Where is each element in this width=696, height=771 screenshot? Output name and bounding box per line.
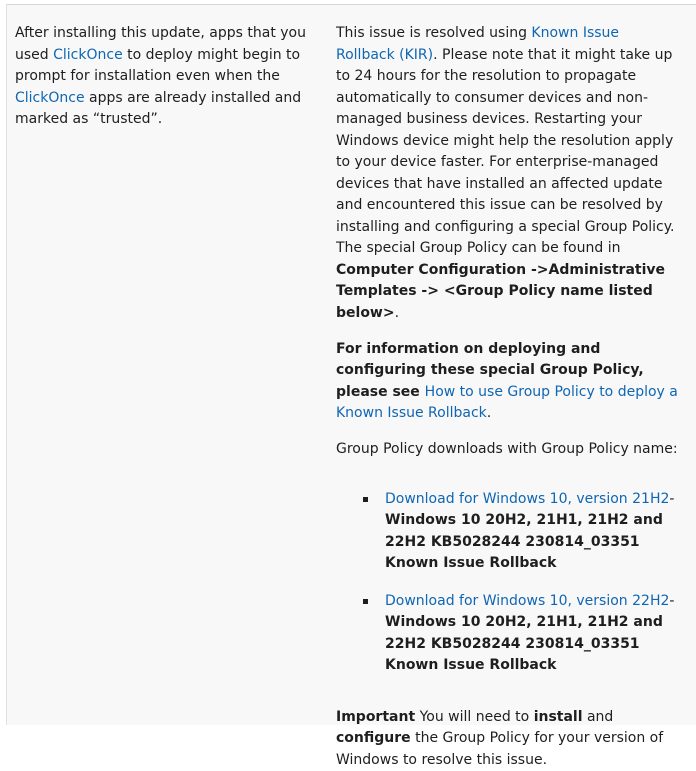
download-22h2-link[interactable]: Download for Windows 10, version 22H2 bbox=[385, 593, 669, 609]
downloads-intro: Group Policy downloads with Group Policy name: bbox=[336, 439, 682, 461]
workaround-cell bbox=[336, 23, 682, 771]
policy-name: Windows 10 20H2, 21H1, 21H2 and 22H2 KB5028244 230814_03351 Known Issue Rollback bbox=[385, 614, 663, 673]
important-text: and bbox=[583, 709, 614, 725]
deploy-info-end: . bbox=[487, 405, 491, 421]
resolution-paragraph bbox=[336, 23, 682, 324]
bullet-icon bbox=[363, 497, 368, 502]
symptom-text-part: apps are already installed and marked as “trusted”. bbox=[15, 90, 301, 128]
symptom-text-part: to deploy might begin to prompt for installation even when the bbox=[15, 47, 300, 85]
policy-path: Computer Configuration ->Administrative Templates -> <Group Policy name listed below> bbox=[336, 262, 665, 321]
symptom-text bbox=[15, 23, 321, 131]
downloads-list bbox=[336, 489, 682, 677]
bullet-icon bbox=[363, 599, 368, 604]
deploy-info-intro: For information on deploying and configuring these special Group Policy, please see bbox=[336, 341, 644, 400]
list-item bbox=[385, 591, 682, 677]
resolution-text: . bbox=[395, 305, 399, 321]
configure-keyword: configure bbox=[336, 730, 411, 746]
kir-link[interactable]: Known Issue Rollback (KIR) bbox=[336, 25, 619, 63]
download-separator: - bbox=[669, 593, 674, 609]
important-text: the Group Policy for your version of Windows to resolve this issue. bbox=[336, 730, 663, 768]
deploy-info-paragraph bbox=[336, 339, 682, 425]
policy-name: Windows 10 20H2, 21H1, 21H2 and 22H2 KB5028244 230814_03351 Known Issue Rollback bbox=[385, 512, 663, 571]
resolution-text: This issue is resolved using bbox=[336, 25, 531, 41]
list-item bbox=[385, 489, 682, 575]
symptom-cell bbox=[15, 23, 321, 131]
symptom-text-part: After installing this update, apps that you used bbox=[15, 25, 306, 63]
resolution-text: . Please note that it might take up to 24 hours for the resolution to propagate automatically to consumer devices and non-managed business devices. Restarting your Windows device might help the resolution apply to your device faster. For enterprise-managed devices that have installed an affected update and encountered this issue can be resolved by installing and configuring a special Group Policy. The special Group Policy can be found in bbox=[336, 47, 675, 257]
download-separator: - bbox=[669, 491, 674, 507]
important-label: Important bbox=[336, 709, 415, 725]
important-text: You will need to bbox=[415, 709, 534, 725]
install-keyword: install bbox=[534, 709, 583, 725]
how-to-use-group-policy-link[interactable]: How to use Group Policy to deploy a Known Issue Rollback bbox=[336, 384, 678, 422]
clickonce-link[interactable]: ClickOnce bbox=[15, 90, 85, 106]
clickonce-link[interactable]: ClickOnce bbox=[53, 47, 123, 63]
important-note bbox=[336, 707, 682, 771]
download-21h2-link[interactable]: Download for Windows 10, version 21H2 bbox=[385, 491, 669, 507]
